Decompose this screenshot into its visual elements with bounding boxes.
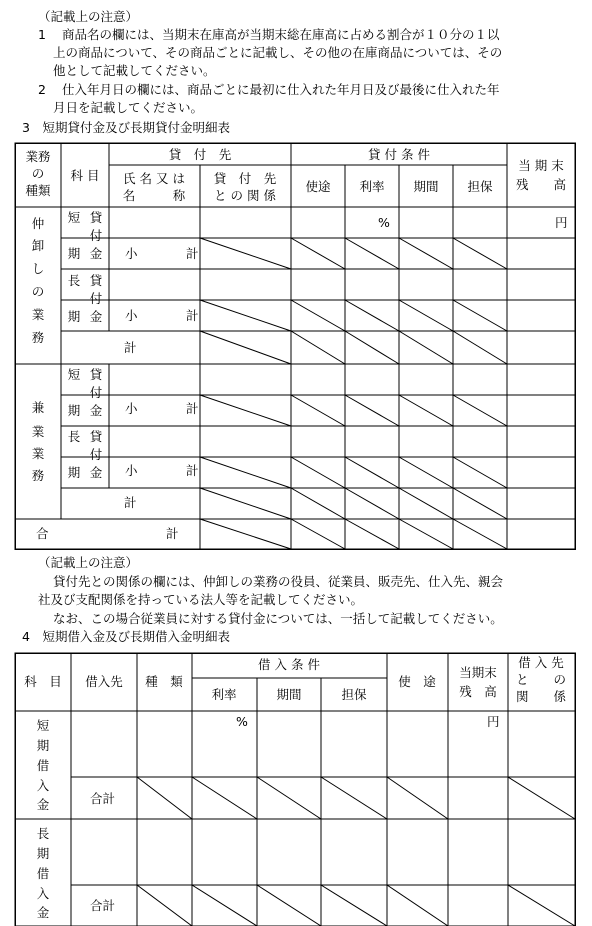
subject-label: 金 bbox=[89, 465, 103, 480]
header-balance: 残 高 bbox=[515, 177, 567, 192]
note1-line: 上の商品について、その商品ごとに記載し、その他の在庫商品については、その bbox=[53, 45, 503, 60]
notes2-heading: （記載上の注意） bbox=[38, 555, 139, 570]
header-balance: 当期末 bbox=[459, 665, 497, 680]
note2-line: 仕入年月日の欄には、商品ごとに最初に仕入れた年月日及び最後に仕入れた年 bbox=[62, 82, 500, 97]
amount-unit: 円 bbox=[487, 714, 500, 729]
header-relation: 借 入 先 bbox=[518, 655, 564, 670]
header-name: 名 称 bbox=[122, 188, 186, 203]
loans-table bbox=[15, 143, 575, 549]
subject-label: 期 bbox=[67, 465, 81, 480]
header-relation: と の 関 係 bbox=[214, 188, 276, 203]
header-balance: 残 高 bbox=[459, 684, 497, 699]
subject-label: 短 bbox=[67, 367, 81, 382]
amount-unit: 円 bbox=[555, 215, 568, 230]
subject-label: 期 bbox=[67, 403, 81, 418]
subtotal-label: 小 bbox=[125, 308, 138, 323]
grand-total-label: 合 bbox=[36, 526, 49, 541]
subtotal-label: 合計 bbox=[90, 898, 116, 913]
note2-line: 月日を記載してください。 bbox=[53, 100, 204, 115]
subject-label: 貸 bbox=[89, 429, 103, 444]
business-type-label: 業 bbox=[31, 446, 45, 461]
subject-label: 金 bbox=[89, 246, 103, 261]
subject-label: 金 bbox=[89, 403, 103, 418]
header-subject: 科 目 bbox=[24, 674, 62, 689]
subject-label: 短 bbox=[36, 718, 50, 733]
total-label: 計 bbox=[124, 340, 137, 355]
header-relation: 関 係 bbox=[515, 689, 567, 704]
subject-label: 期 bbox=[36, 738, 50, 753]
business-type-label: 卸 bbox=[31, 238, 45, 253]
borrowings-diagonals bbox=[137, 777, 575, 926]
borrowings-table bbox=[15, 653, 575, 926]
header-relation: 貸 付 先 bbox=[213, 171, 277, 186]
header-conditions: 借 入 条 件 bbox=[258, 657, 320, 672]
subject-label: 長 bbox=[36, 826, 50, 841]
header-name: 氏 名 又 は bbox=[123, 171, 185, 186]
header-kind: 種 類 bbox=[145, 674, 183, 689]
subject-label: 入 bbox=[36, 778, 50, 793]
subtotal-label: 計 bbox=[186, 463, 199, 478]
subject-label: 長 bbox=[67, 273, 81, 288]
rate-unit: % bbox=[236, 714, 248, 729]
header-business-type: 種類 bbox=[25, 183, 51, 198]
note2-number: 2 bbox=[38, 82, 46, 97]
note1-line: 商品名の欄には、当期末在庫高が当期末総在庫高に占める割合が１０分の１以 bbox=[62, 27, 500, 42]
subtotal-label: 小 bbox=[125, 401, 138, 416]
subject-label: 金 bbox=[89, 309, 103, 324]
notes2-line: なお、この場合従業員に対する貸付金については、一括して記載してください。 bbox=[53, 611, 503, 626]
subject-label: 金 bbox=[36, 905, 50, 920]
header-relation: と の bbox=[515, 672, 567, 687]
business-type-label: 仲 bbox=[31, 216, 45, 231]
subject-label: 期 bbox=[67, 309, 81, 324]
subject-label: 貸 bbox=[89, 367, 103, 382]
business-type-label: 務 bbox=[31, 468, 45, 483]
total-label: 計 bbox=[124, 495, 137, 510]
business-type-label: し bbox=[31, 261, 45, 276]
note1-line: 他として記載してください。 bbox=[53, 63, 216, 78]
subject-label: 付 bbox=[89, 291, 103, 306]
header-period: 期間 bbox=[276, 687, 302, 702]
notes2-line: 社及び支配関係を持っている法人等を記載してください。 bbox=[38, 592, 364, 607]
subtotal-label: 小 bbox=[125, 463, 138, 478]
business-type-label: 業 bbox=[31, 424, 45, 439]
subject-label: 付 bbox=[89, 228, 103, 243]
note1-number: 1 bbox=[38, 27, 46, 42]
section4-title: 4 短期借入金及び長期借入金明細表 bbox=[22, 629, 230, 644]
business-type-label: 兼 bbox=[31, 400, 45, 415]
header-rate: 利率 bbox=[359, 179, 385, 194]
subtotal-label: 計 bbox=[186, 308, 199, 323]
header-collateral: 担保 bbox=[467, 179, 493, 194]
subject-label: 期 bbox=[36, 846, 50, 861]
subject-label: 入 bbox=[36, 886, 50, 901]
header-subject: 科 目 bbox=[70, 168, 100, 183]
notes-heading: （記載上の注意） bbox=[38, 9, 139, 24]
grand-total-label: 計 bbox=[166, 526, 179, 541]
business-type-label: の bbox=[31, 284, 45, 299]
rate-unit: % bbox=[378, 215, 390, 230]
header-lender: 借入先 bbox=[85, 674, 123, 689]
subtotal-label: 合計 bbox=[90, 791, 116, 806]
header-business-type: の bbox=[31, 166, 45, 181]
header-use: 使途 bbox=[305, 179, 331, 194]
subject-label: 付 bbox=[89, 385, 103, 400]
business-type-label: 務 bbox=[31, 330, 45, 345]
header-conditions: 貸 付 条 件 bbox=[368, 147, 430, 162]
subject-label: 借 bbox=[36, 758, 50, 773]
header-use: 使 途 bbox=[398, 674, 436, 689]
subject-label: 期 bbox=[67, 246, 81, 261]
header-lender: 貸 付 先 bbox=[168, 147, 232, 162]
subject-label: 貸 bbox=[89, 210, 103, 225]
subject-label: 付 bbox=[89, 447, 103, 462]
subject-label: 借 bbox=[36, 866, 50, 881]
header-period: 期間 bbox=[413, 179, 439, 194]
business-type-label: 業 bbox=[31, 307, 45, 322]
loans-diagonals bbox=[200, 238, 507, 549]
subject-label: 貸 bbox=[89, 273, 103, 288]
subject-label: 長 bbox=[67, 429, 81, 444]
subtotal-label: 計 bbox=[186, 401, 199, 416]
subject-label: 金 bbox=[36, 797, 50, 812]
subtotal-label: 小 bbox=[125, 246, 138, 261]
header-balance: 当 期 末 bbox=[518, 158, 564, 173]
header-collateral: 担保 bbox=[341, 687, 367, 702]
subtotal-label: 計 bbox=[186, 246, 199, 261]
section3-title: 3 短期貸付金及び長期貸付金明細表 bbox=[22, 120, 230, 135]
notes2-line: 貸付先との関係の欄には、仲卸しの業務の役員、従業員、販売先、仕入先、親会 bbox=[53, 574, 504, 589]
header-rate: 利率 bbox=[211, 687, 237, 702]
subject-label: 短 bbox=[67, 210, 81, 225]
header-business-type: 業務 bbox=[25, 149, 51, 164]
